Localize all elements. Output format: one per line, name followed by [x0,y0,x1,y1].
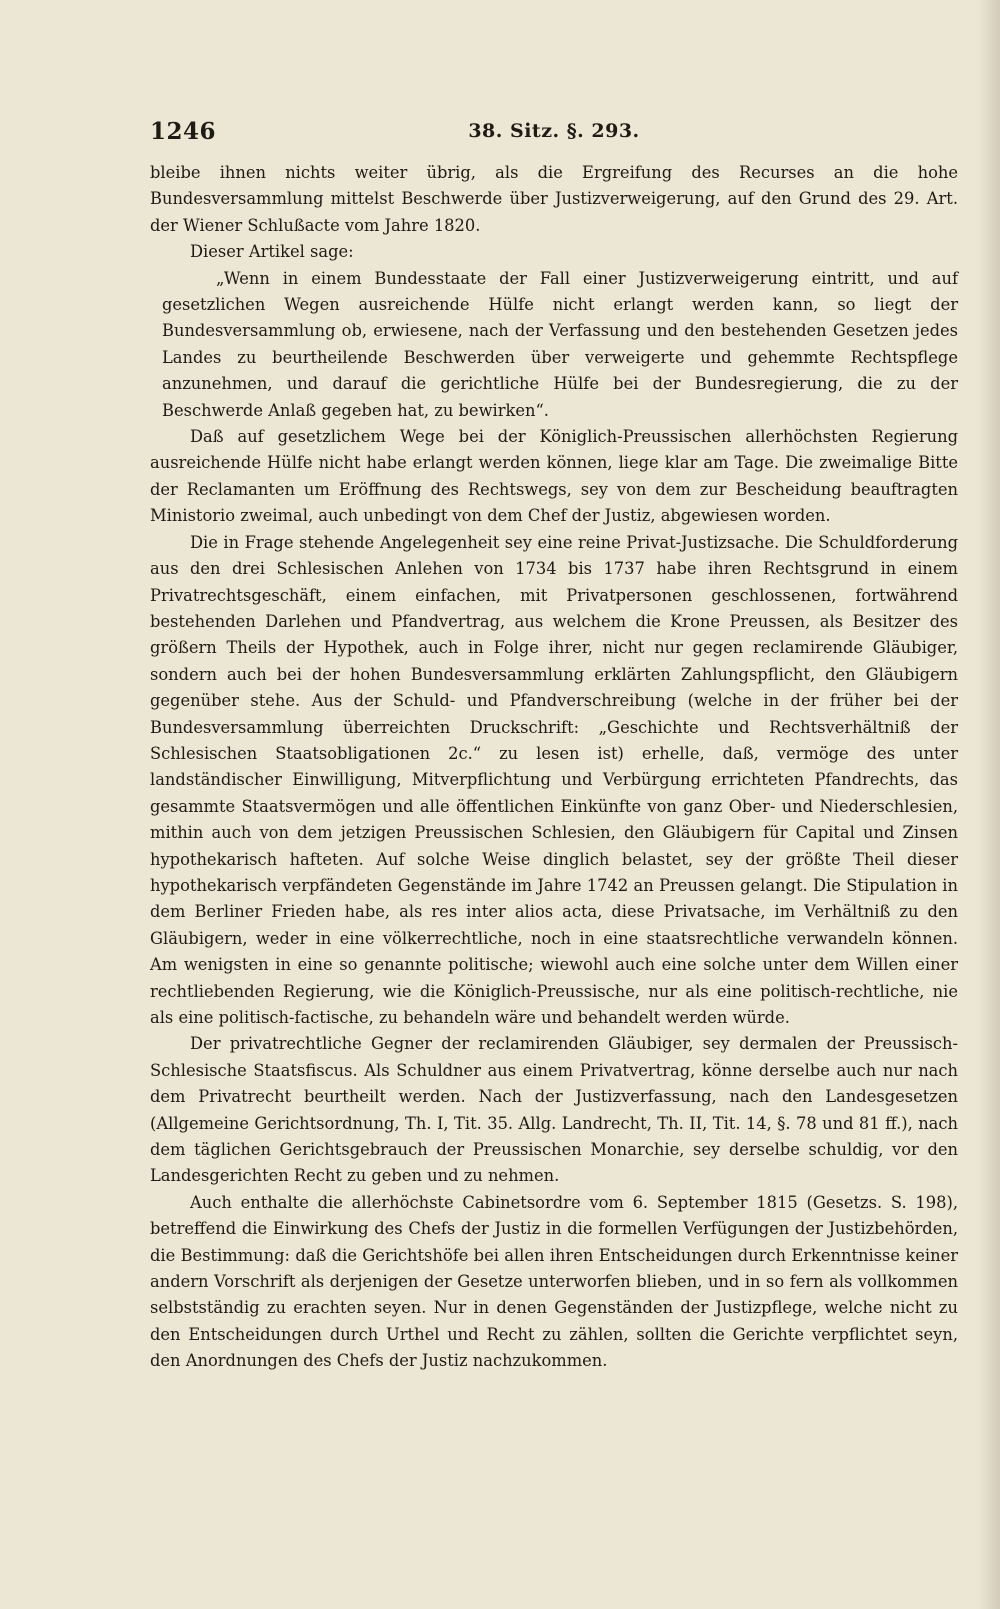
paragraph-article-intro: Dieser Artikel sage: [190,242,354,262]
paragraph-legal-recourse: Daß auf gesetzlichem Wege bei der Königlich-Preussischen allerhöchsten Regierung ausreichende Hülfe nicht habe erlangt werden können, liege klar am Tage. Die zweimalige Bitte der Reclamanten um Eröffnung des Rechtswegs, sey von dem zur Bescheidung beauftragten Ministorio zweimal, auch unbedingt von dem Chef der Justiz, abgewiesen worden. [150,427,958,526]
paragraph-cabinet-order: Auch enthalte die allerhöchste Cabinetsordre vom 6. September 1815 (Gesetzs. S. 198), betreffend die Einwirkung des Chefs der Justiz in die formellen Verfügungen der Justizbehörden, die Bestimmung: daß die Gerichtshöfe bei allen ihren Entscheidungen durch Erkenntnisse keiner andern Vorschrift als derjenigen der Gesetze unterworfen blieben, und in so fern als vollkommen selbstständig zu erachten seyen. Nur in denen Gegenständen der Justizpflege, welche nicht zu den Entscheidungen durch Urthel und Recht zu zählen, sollten die Gerichte verpflichtet seyn, den Anordnungen des Chefs der Justiz nachzukommen. [150,1192,958,1371]
running-head: 38. Sitz. §. 293. [468,120,640,142]
body-text [150,160,958,1375]
paragraph-continuation: bleibe ihnen nichts weiter übrig, als die Ergreifung des Recurses an die hohe Bundesversammlung mittelst Beschwerde über Justizverweigerung, auf den Grund des 29. Art. der Wiener Schlußacte vom Jahre 1820. [150,163,958,235]
paragraph-private-matter: Die in Frage stehende Angelegenheit sey eine reine Privat-Justizsache. Die Schuldforderung aus den drei Schlesischen Anlehen von 1734 bis 1737 habe ihren Rechtsgrund in einem Privatrechtsgeschäft, einem einfachen, mit Privatpersonen geschlossenen, fortwährend bestehenden Darlehen und Pfandvertrag, aus welchem die Krone Preussen, als Besitzer des größern Theils der Hypothek, auch in Folge ihrer, nicht nur gegen reclamirende Gläubiger, sondern auch bei der hohen Bundesversammlung erklärten Zahlungspflicht, den Gläubigern gegenüber stehe. Aus der Schuld- und Pfandverschreibung (welche in der früher bei der Bundesversammlung überreichten Druckschrift: „Geschichte und Rechtsverhältniß der Schlesischen Staatsobligationen 2c.“ zu lesen ist) erhelle, daß, vermöge des unter landständischer Einwilligung, Mitverpflichtung und Verbürgung errichteten Pfandrechts, das gesammte Staatsvermögen und alle öffentlichen Einkünfte von ganz Ober- und Niederschlesien, mithin auch von dem jetzigen Preussischen Schlesien, den Gläubigern für Capital und Zinsen hypothekarisch hafteten. Auf solche Weise dinglich belastet, sey der größte Theil dieser hypothekarisch verpfändeten Gegenstände im Jahre 1742 an Preussen gelangt. Die Stipulation in dem Berliner Frieden habe, als res inter alios acta, diese Privatsache, im Verhältniß zu den Gläubigern, weder in eine völkerrechtliche, noch in eine staatsrechtliche verwandeln können. Am wenigsten in eine so genannte politische; wiewohl auch eine solche unter dem Willen einer rechtliebenden Regierung, wie die Königlich-Preussische, nur als eine politisch-rechtliche, nie als eine politisch-factische, zu behandeln wäre und behandelt werden würde. [150,532,958,1027]
paragraph-article-quote: „Wenn in einem Bundesstaate der Fall einer Justizverweigerung eintritt, und auf gesetzlichen Wegen ausreichende Hülfe nicht erlangt werden kann, so liegt der Bundesversammlung ob, erwiesene, nach der Verfassung und den bestehenden Gesetzen jedes Landes zu beurtheilende Beschwerden über verweigerte und gehemmte Rechtspflege anzunehmen, und darauf die gerichtliche Hülfe bei der Bundesregierung, die zu der Beschwerde Anlaß gegeben hat, zu bewirken“. [162,268,958,420]
page-header [150,118,958,152]
paragraph-fiscus: Der privatrechtliche Gegner der reclamirenden Gläubiger, sey dermalen der Preussisch-Schlesische Staatsfiscus. Als Schuldner aus einem Privatvertrag, könne derselbe auch nur nach dem Privatrecht beurtheilt werden. Nach der Justizverfassung, nach den Landesgesetzen (Allgemeine Gerichtsordnung, Th. I, Tit. 35. Allg. Landrecht, Th. II, Tit. 14, §. 78 und 81 ff.), nach dem täglichen Gerichtsgebrauch der Preussischen Monarchie, sey derselbe schuldig, vor den Landesgerichten Recht zu geben und zu nehmen. [150,1034,958,1186]
page-number: 1246 [150,118,217,145]
